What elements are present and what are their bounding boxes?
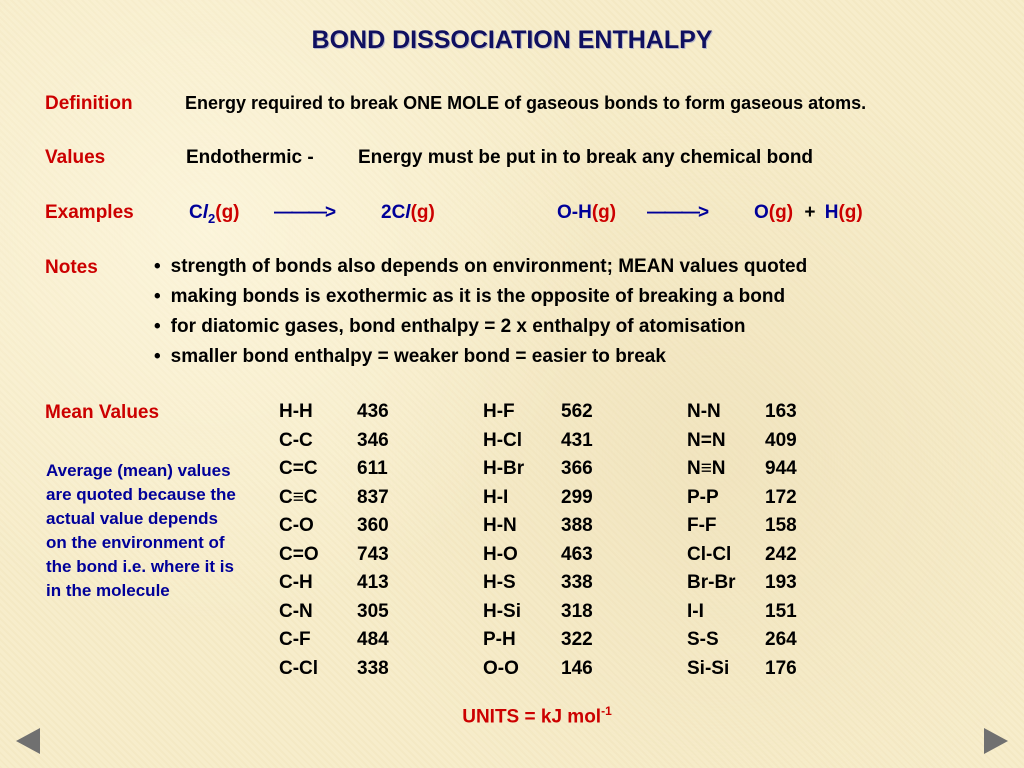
bond-name: C≡C (279, 486, 318, 508)
bond-value: 562 (561, 401, 593, 423)
bond-name: H-S (483, 572, 516, 594)
bond-name: P-P (687, 486, 719, 508)
bond-name: N=N (687, 429, 726, 451)
bond-value: 484 (357, 629, 389, 651)
bond-value: 163 (765, 401, 797, 423)
page-title: BOND DISSOCIATION ENTHALPY (311, 26, 713, 54)
bond-name: H-N (483, 515, 517, 537)
bond-value: 338 (357, 657, 389, 679)
units-label: UNITS = kJ mol$^{-1}$ (462, 704, 612, 728)
bond-name: C-H (279, 572, 313, 594)
bond-value: 366 (561, 458, 593, 480)
bond-value: 743 (357, 543, 389, 565)
bond-value: 463 (561, 543, 593, 565)
bond-name: H-Cl (483, 429, 523, 451)
bond-value: 305 (357, 600, 389, 622)
bond-value: 944 (765, 458, 797, 480)
bond-value: 436 (357, 401, 389, 423)
bond-name: H-Si (483, 600, 521, 622)
bond-name: H-Br (483, 458, 525, 480)
bond-name: Cl-Cl (687, 543, 732, 565)
table-row (279, 427, 891, 456)
bond-value: 346 (357, 429, 389, 451)
table-row (279, 455, 891, 484)
bond-name: C=O (279, 543, 319, 565)
bond-name: N≡N (687, 458, 726, 480)
triangle-right-icon[interactable] (984, 728, 1008, 754)
bond-value: 338 (561, 572, 593, 594)
table-row (279, 512, 891, 541)
bond-name: C-C (279, 429, 313, 451)
bond-value: 431 (561, 429, 593, 451)
note-item: • for diatomic gases, bond enthalpy = 2 x enthalpy of atomisation (154, 312, 807, 342)
bond-value: 611 (357, 458, 388, 480)
bond-value: 360 (357, 515, 389, 537)
bond-name: O-O (483, 657, 519, 679)
mean-values-label: Mean Values (45, 402, 160, 423)
table-row (279, 484, 891, 513)
bond-value: 151 (765, 600, 797, 622)
bond-name: C-Cl (279, 657, 319, 679)
bond-name: H-I (483, 486, 509, 508)
notes-label: Notes (45, 257, 98, 278)
bond-value: 146 (561, 657, 593, 679)
mean-values-side-note: Average (mean) values are quoted because the actual value depends on the environment of the bond i.e. where it is in the molecule (46, 461, 236, 600)
table-row (279, 598, 891, 627)
table-row (279, 655, 891, 684)
bond-name: Si-Si (687, 657, 730, 679)
table-row (279, 398, 891, 427)
definition-label: Definition (45, 93, 133, 114)
bond-name: H-O (483, 543, 518, 565)
bond-value: 242 (765, 543, 797, 565)
bond-value: 176 (765, 657, 797, 679)
bond-value: 388 (561, 515, 593, 537)
bond-name: H-H (279, 401, 313, 423)
bond-value: 299 (561, 486, 593, 508)
bond-value: 193 (765, 572, 797, 594)
examples-label: Examples (45, 202, 134, 223)
table-row (279, 626, 891, 655)
bond-name: S-S (687, 629, 719, 651)
bond-name: N-N (687, 401, 721, 423)
bond-value: 409 (765, 429, 797, 451)
values-label: Values (45, 147, 106, 168)
bond-name: H-F (483, 401, 515, 423)
bond-value: 318 (561, 600, 593, 622)
bond-enthalpy-table (279, 398, 891, 683)
notes-list (154, 252, 807, 372)
table-row (279, 569, 891, 598)
note-item: • making bonds is exothermic as it is the opposite of breaking a bond (154, 282, 807, 312)
example-2-arrow: ———> (647, 202, 708, 223)
bond-name: C-F (279, 629, 311, 651)
bond-name: F-F (687, 515, 717, 537)
example-1-product: 2Cl(g) (381, 202, 435, 223)
note-item: • smaller bond enthalpy = weaker bond = easier to break (154, 342, 807, 372)
values-text: Energy must be put in to break any chemical bond (358, 147, 814, 168)
bond-name: C=C (279, 458, 318, 480)
note-item: • strength of bonds also depends on environment; MEAN values quoted (154, 252, 807, 282)
bond-name: C-O (279, 515, 314, 537)
definition-text: Energy required to break ONE MOLE of gaseous bonds to form gaseous atoms. (185, 93, 867, 113)
bond-name: P-H (483, 629, 516, 651)
bond-name: Br-Br (687, 572, 736, 594)
bond-value: 837 (357, 486, 389, 508)
bond-value: 413 (357, 572, 389, 594)
bond-value: 264 (765, 629, 797, 651)
example-2-reactant: O-H(g) (557, 202, 617, 223)
bond-value: 322 (561, 629, 593, 651)
example-2-products: O(g) + H(g) (754, 202, 863, 223)
table-row (279, 541, 891, 570)
bond-value: 158 (765, 515, 797, 537)
values-endothermic: Endothermic - (186, 147, 314, 168)
example-1-reactant: $Cl_2(g)$ (189, 202, 240, 226)
bond-value: 172 (765, 486, 797, 508)
bond-name: C-N (279, 600, 313, 622)
triangle-left-icon[interactable] (16, 728, 40, 754)
bond-name: I-I (687, 600, 704, 622)
example-1-arrow: ———> (274, 202, 335, 223)
